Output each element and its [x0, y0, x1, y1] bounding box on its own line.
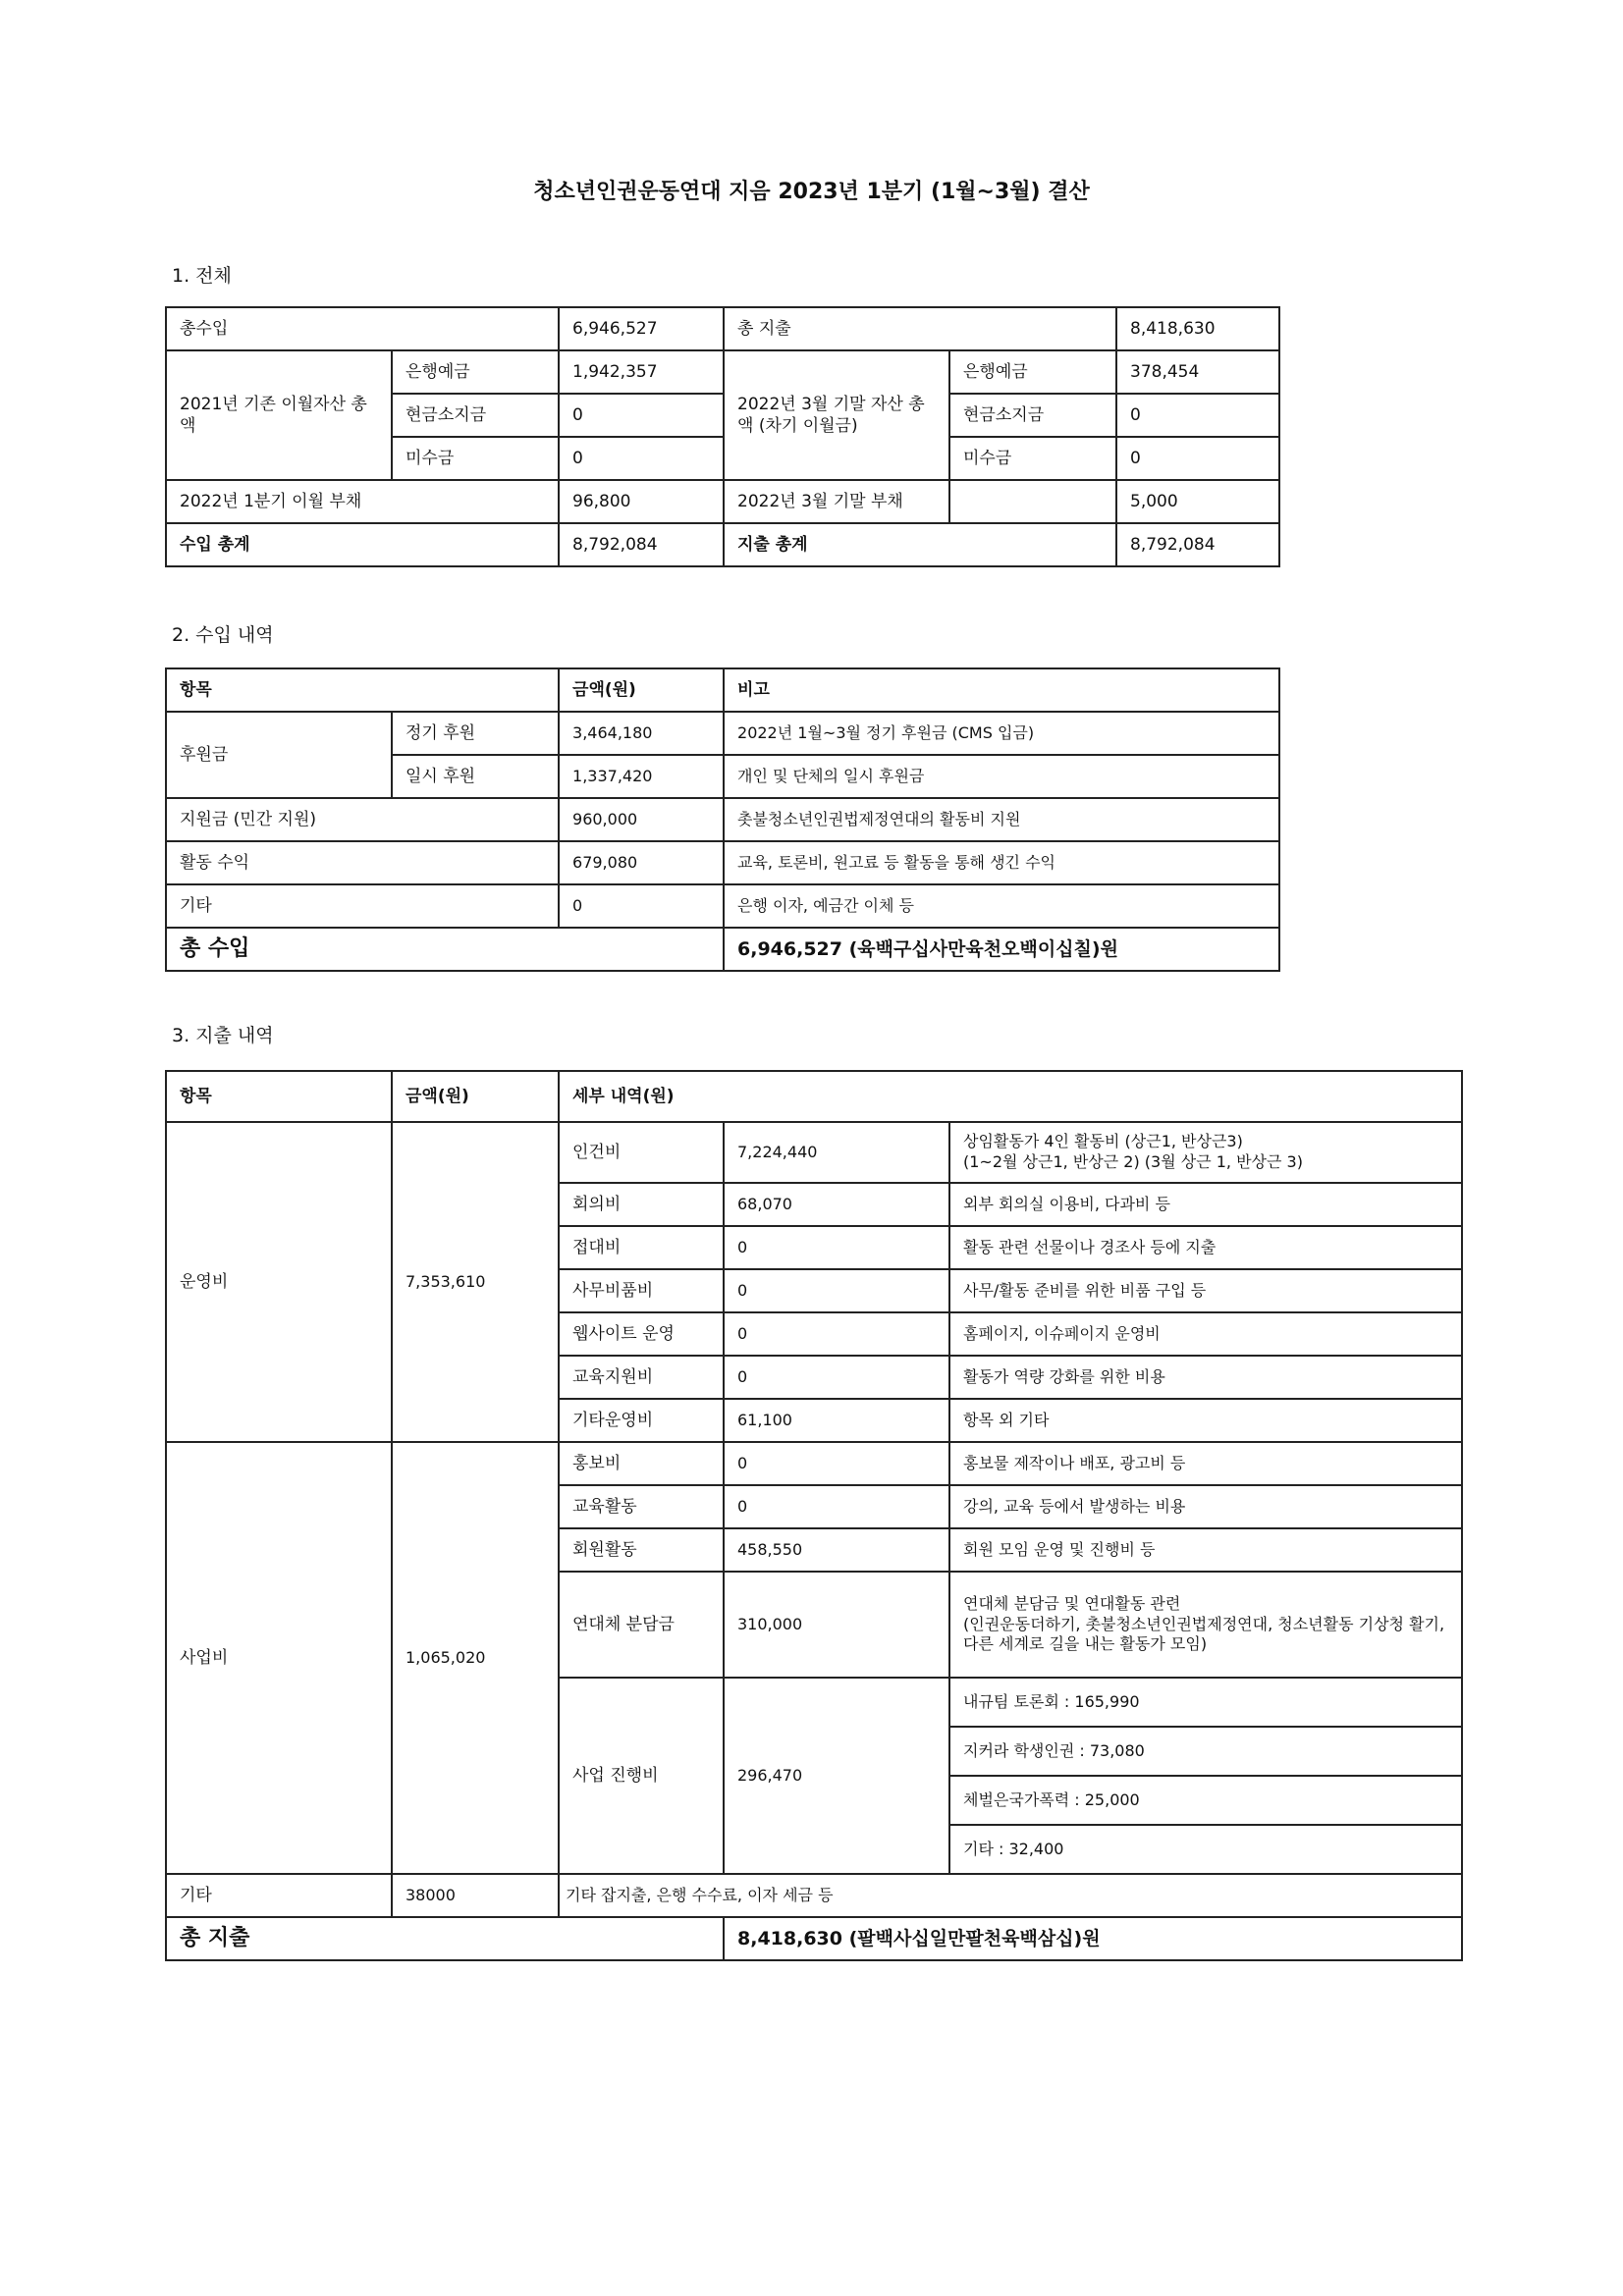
note-line: (1~2월 상근1, 반상근 2) (3월 상근 1, 반상근 3): [963, 1152, 1303, 1171]
expense-subitem-amount: 0: [724, 1485, 949, 1528]
income-header-amount: 금액(원): [559, 668, 724, 712]
expense-subitem-amount: 310,000: [724, 1572, 949, 1678]
income-item-label: 활동 수익: [166, 841, 559, 884]
carry-in-receivable-label: 미수금: [392, 437, 559, 480]
other-expense-amount: 38000: [392, 1874, 559, 1917]
end-debt-empty: [949, 480, 1116, 523]
income-sum-value: 8,792,084: [559, 523, 724, 566]
expense-total-label: 총 지출: [166, 1917, 724, 1960]
expense-subitem-note: 활동가 역량 강화를 위한 비용: [949, 1356, 1462, 1399]
expense-header-detail: 세부 내역(원): [559, 1071, 1462, 1122]
income-table: [165, 667, 1280, 972]
end-bank-label: 은행예금: [949, 350, 1116, 394]
carry-in-bank-value: 1,942,357: [559, 350, 724, 394]
carry-in-receivable-value: 0: [559, 437, 724, 480]
expense-subitem-amount: 0: [724, 1226, 949, 1269]
end-assets-label: 2022년 3월 기말 자산 총액 (차기 이월금): [724, 350, 949, 480]
note-line: 연대체 분담금 및 연대활동 관련: [963, 1593, 1181, 1613]
expense-subitem-note: 활동 관련 선물이나 경조사 등에 지출: [949, 1226, 1462, 1269]
income-note: 개인 및 단체의 일시 후원금: [724, 755, 1279, 798]
expense-subitem-note: 항목 외 기타: [949, 1399, 1462, 1442]
income-amount: 1,337,420: [559, 755, 724, 798]
income-total-value: 6,946,527 (육백구십사만육천오백이십칠)원: [724, 928, 1279, 971]
income-sum-label: 수입 총계: [166, 523, 559, 566]
income-note: 은행 이자, 예금간 이체 등: [724, 884, 1279, 928]
income-total-label: 총 수입: [166, 928, 724, 971]
operating-label: 운영비: [166, 1122, 392, 1442]
expense-sum-value: 8,792,084: [1116, 523, 1279, 566]
other-expense-label: 기타: [166, 1874, 392, 1917]
expense-subitem-note: [949, 1122, 1462, 1183]
carry-in-label: 2021년 기존 이월자산 총액: [166, 350, 392, 480]
income-header-note: 비고: [724, 668, 1279, 712]
expense-subitem-amount: 7,224,440: [724, 1122, 949, 1183]
income-amount: 0: [559, 884, 724, 928]
end-cash-label: 현금소지금: [949, 394, 1116, 437]
income-sub-label: 정기 후원: [392, 712, 559, 755]
end-debt-value: 5,000: [1116, 480, 1279, 523]
expense-subitem-name: 홍보비: [559, 1442, 724, 1485]
carry-in-cash-value: 0: [559, 394, 724, 437]
section-3-heading: 3. 지출 내역: [172, 1025, 274, 1046]
expense-subitem-name: 웹사이트 운영: [559, 1312, 724, 1356]
project-cost-item: 지커라 학생인권 : 73,080: [949, 1727, 1462, 1776]
income-note: 촛불청소년인권법제정연대의 활동비 지원: [724, 798, 1279, 841]
expense-subitem-amount: 458,550: [724, 1528, 949, 1572]
expense-subitem-amount: 0: [724, 1312, 949, 1356]
expense-sum-label: 지출 총계: [724, 523, 1116, 566]
expense-subitem-amount: 61,100: [724, 1399, 949, 1442]
income-note: 2022년 1월~3월 정기 후원금 (CMS 입금): [724, 712, 1279, 755]
project-cost-amount: 296,470: [724, 1678, 949, 1874]
income-sub-label: 일시 후원: [392, 755, 559, 798]
page-title: 청소년인권운동연대 지음 2023년 1분기 (1월~3월) 결산: [533, 180, 1090, 204]
total-income-value: 6,946,527: [559, 307, 724, 350]
total-expense-label: 총 지출: [724, 307, 1116, 350]
project-cost-item: 기타 : 32,400: [949, 1825, 1462, 1874]
expense-header-item: 항목: [166, 1071, 392, 1122]
total-expense-value: 8,418,630: [1116, 307, 1279, 350]
income-header-item: 항목: [166, 668, 559, 712]
income-item-label: 기타: [166, 884, 559, 928]
business-label: 사업비: [166, 1442, 392, 1874]
expense-subitem-name: 접대비: [559, 1226, 724, 1269]
expense-subitem-note: 외부 회의실 이용비, 다과비 등: [949, 1183, 1462, 1226]
project-cost-name: 사업 진행비: [559, 1678, 724, 1874]
expense-total-value: 8,418,630 (팔백사십일만팔천육백삼십)원: [724, 1917, 1462, 1960]
project-cost-item: 체벌은국가폭력 : 25,000: [949, 1776, 1462, 1825]
total-income-label: 총수입: [166, 307, 559, 350]
expense-subitem-name: 기타운영비: [559, 1399, 724, 1442]
carry-in-cash-label: 현금소지금: [392, 394, 559, 437]
expense-subitem-note: [949, 1572, 1462, 1678]
expense-subitem-amount: 0: [724, 1442, 949, 1485]
income-note: 교육, 토론비, 원고료 등 활동을 통해 생긴 수익: [724, 841, 1279, 884]
expense-subitem-note: 회원 모임 운영 및 진행비 등: [949, 1528, 1462, 1572]
income-item-label: 지원금 (민간 지원): [166, 798, 559, 841]
note-line: 상임활동가 4인 활동비 (상근1, 반상근3): [963, 1132, 1243, 1151]
business-amount: 1,065,020: [392, 1442, 559, 1874]
expense-table: [165, 1070, 1463, 1961]
carry-in-bank-label: 은행예금: [392, 350, 559, 394]
expense-subitem-name: 연대체 분담금: [559, 1572, 724, 1678]
other-expense-note: 기타 잡지출, 은행 수수료, 이자 세금 등: [559, 1874, 1462, 1917]
expense-subitem-note: 강의, 교육 등에서 발생하는 비용: [949, 1485, 1462, 1528]
expense-subitem-note: 홈페이지, 이슈페이지 운영비: [949, 1312, 1462, 1356]
income-amount: 960,000: [559, 798, 724, 841]
note-line: (인권운동더하기, 촛불청소년인권법제정연대, 청소년활동 기상청 활기, 다른 세계로 길을 내는 활동가 모임): [963, 1614, 1445, 1654]
expense-subitem-name: 교육활동: [559, 1485, 724, 1528]
income-amount: 679,080: [559, 841, 724, 884]
expense-subitem-name: 인건비: [559, 1122, 724, 1183]
end-receivable-label: 미수금: [949, 437, 1116, 480]
expense-subitem-amount: 68,070: [724, 1183, 949, 1226]
expense-subitem-name: 회원활동: [559, 1528, 724, 1572]
income-amount: 3,464,180: [559, 712, 724, 755]
end-debt-label: 2022년 3월 기말 부채: [724, 480, 949, 523]
end-cash-value: 0: [1116, 394, 1279, 437]
expense-subitem-name: 회의비: [559, 1183, 724, 1226]
section-1-heading: 1. 전체: [172, 265, 232, 287]
operating-amount: 7,353,610: [392, 1122, 559, 1442]
expense-subitem-note: 홍보물 제작이나 배포, 광고비 등: [949, 1442, 1462, 1485]
expense-subitem-name: 사무비품비: [559, 1269, 724, 1312]
carry-debt-label: 2022년 1분기 이월 부채: [166, 480, 559, 523]
expense-subitem-amount: 0: [724, 1269, 949, 1312]
end-receivable-value: 0: [1116, 437, 1279, 480]
expense-subitem-amount: 0: [724, 1356, 949, 1399]
carry-debt-value: 96,800: [559, 480, 724, 523]
expense-subitem-name: 교육지원비: [559, 1356, 724, 1399]
donation-label: 후원금: [166, 712, 392, 798]
section-2-heading: 2. 수입 내역: [172, 624, 274, 646]
summary-table: [165, 306, 1280, 567]
expense-subitem-note: 사무/활동 준비를 위한 비품 구입 등: [949, 1269, 1462, 1312]
end-bank-value: 378,454: [1116, 350, 1279, 394]
project-cost-item: 내규팀 토론회 : 165,990: [949, 1678, 1462, 1727]
expense-header-amount: 금액(원): [392, 1071, 559, 1122]
